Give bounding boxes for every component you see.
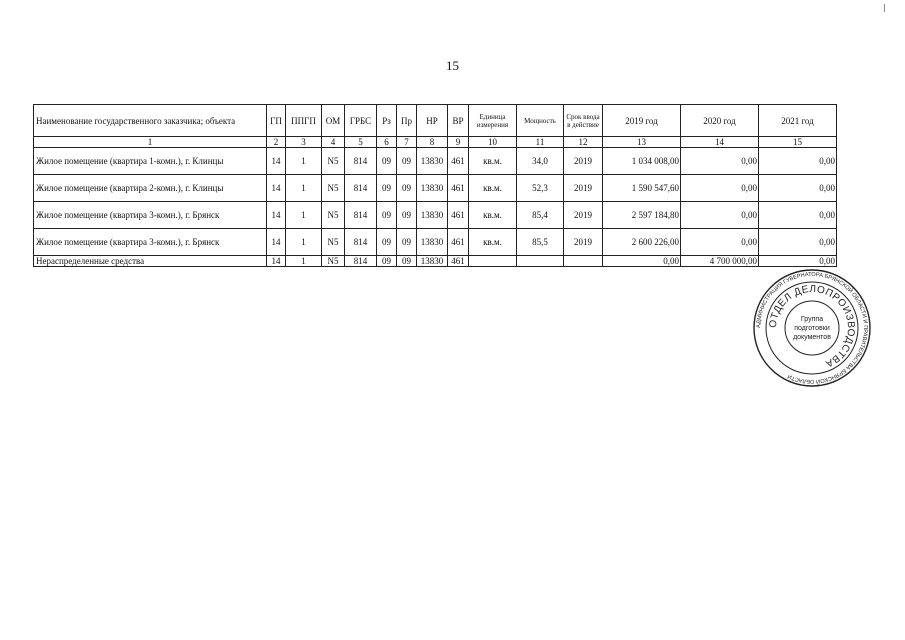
- unit-cell: кв.м.: [469, 175, 517, 202]
- header-2020: 2020 год: [681, 105, 759, 137]
- pr-cell: 09: [397, 256, 417, 267]
- table-row: [34, 256, 837, 267]
- header-vr: ВР: [448, 105, 469, 137]
- nr-cell: 13830: [417, 256, 448, 267]
- table-row: [34, 175, 837, 202]
- capacity-cell: 85,5: [517, 229, 564, 256]
- amount-2019: 1 590 547,60: [603, 175, 681, 202]
- header-ppgp: ППГП: [286, 105, 322, 137]
- gp-cell: 14: [267, 175, 286, 202]
- index-cell: 9: [448, 137, 469, 148]
- header-capacity: Мощность: [517, 105, 564, 137]
- pr-cell: 09: [397, 175, 417, 202]
- capacity-cell: 85,4: [517, 202, 564, 229]
- amount-2019: 2 600 226,00: [603, 229, 681, 256]
- amount-2020: 0,00: [681, 175, 759, 202]
- index-cell: 5: [345, 137, 377, 148]
- gp-cell: 14: [267, 148, 286, 175]
- om-cell: N5: [322, 148, 345, 175]
- capacity-cell: 52,3: [517, 175, 564, 202]
- object-name: Жилое помещение (квартира 2-комн.), г. Клинцы: [34, 175, 267, 202]
- nr-cell: 13830: [417, 175, 448, 202]
- grbs-cell: 814: [345, 175, 377, 202]
- index-cell: 4: [322, 137, 345, 148]
- object-name: Нераспределенные средства: [34, 256, 267, 267]
- vr-cell: 461: [448, 148, 469, 175]
- amount-2020: 4 700 000,00: [681, 256, 759, 267]
- index-cell: 1: [34, 137, 267, 148]
- index-cell: 15: [759, 137, 837, 148]
- amount-2021: 0,00: [759, 256, 837, 267]
- nr-cell: 13830: [417, 202, 448, 229]
- pr-cell: 09: [397, 148, 417, 175]
- rz-cell: 09: [377, 175, 397, 202]
- date-cell: 2019: [564, 175, 603, 202]
- header-commission-date: Срок ввода в действие: [564, 105, 603, 137]
- stamp-outer-text: АДМИНИСТРАЦИЯ ГУБЕРНАТОРА БРЯНСКОЙ ОБЛАСТИ И ПРАВИТЕЛЬСТВА БРЯНСКОЙ ОБЛАСТИ: [755, 271, 869, 385]
- index-cell: 7: [397, 137, 417, 148]
- grbs-cell: 814: [345, 256, 377, 267]
- grbs-cell: 814: [345, 148, 377, 175]
- header-grbs: ГРБС: [345, 105, 377, 137]
- amount-2019: 0,00: [603, 256, 681, 267]
- stamp-center-line: подготовки: [794, 325, 830, 332]
- index-cell: 2: [267, 137, 286, 148]
- date-cell: [564, 256, 603, 267]
- vr-cell: 461: [448, 229, 469, 256]
- om-cell: N5: [322, 202, 345, 229]
- header-rz: Рз: [377, 105, 397, 137]
- date-cell: 2019: [564, 202, 603, 229]
- index-cell: 10: [469, 137, 517, 148]
- amount-2020: 0,00: [681, 202, 759, 229]
- ppgp-cell: 1: [286, 202, 322, 229]
- index-cell: 3: [286, 137, 322, 148]
- grbs-cell: 814: [345, 202, 377, 229]
- unit-cell: кв.м.: [469, 202, 517, 229]
- department-stamp: [752, 268, 872, 388]
- table-row: [34, 148, 837, 175]
- amount-2019: 1 034 008,00: [603, 148, 681, 175]
- rz-cell: 09: [377, 229, 397, 256]
- header-2021: 2021 год: [759, 105, 837, 137]
- unit-cell: кв.м.: [469, 148, 517, 175]
- object-name: Жилое помещение (квартира 3-комн.), г. Брянск: [34, 229, 267, 256]
- index-cell: 12: [564, 137, 603, 148]
- stamp-center-line: Группа: [800, 316, 824, 323]
- table-row: [34, 229, 837, 256]
- gp-cell: 14: [267, 202, 286, 229]
- table-row: [34, 202, 837, 229]
- header-unit: Единица измерения: [469, 105, 517, 137]
- nr-cell: 13830: [417, 148, 448, 175]
- rz-cell: 09: [377, 202, 397, 229]
- page-number: 15: [446, 58, 459, 73]
- amount-2021: 0,00: [759, 202, 837, 229]
- pr-cell: 09: [397, 229, 417, 256]
- header-gp: ГП: [267, 105, 286, 137]
- index-cell: 8: [417, 137, 448, 148]
- index-cell: 13: [603, 137, 681, 148]
- header-pr: Пр: [397, 105, 417, 137]
- capacity-cell: 34,0: [517, 148, 564, 175]
- budget-table: [33, 104, 837, 267]
- rz-cell: 09: [377, 148, 397, 175]
- ppgp-cell: 1: [286, 256, 322, 267]
- amount-2021: 0,00: [759, 148, 837, 175]
- amount-2021: 0,00: [759, 229, 837, 256]
- index-cell: 14: [681, 137, 759, 148]
- gp-cell: 14: [267, 256, 286, 267]
- nr-cell: 13830: [417, 229, 448, 256]
- object-name: Жилое помещение (квартира 3-комн.), г. Брянск: [34, 202, 267, 229]
- pr-cell: 09: [397, 202, 417, 229]
- amount-2020: 0,00: [681, 148, 759, 175]
- unit-cell: кв.м.: [469, 229, 517, 256]
- amount-2019: 2 597 184,80: [603, 202, 681, 229]
- amount-2020: 0,00: [681, 229, 759, 256]
- om-cell: N5: [322, 256, 345, 267]
- stamp-ring-text: ОТДЕЛ ДЕЛОПРОИЗВОДСТВА: [767, 283, 857, 370]
- index-cell: 11: [517, 137, 564, 148]
- gp-cell: 14: [267, 229, 286, 256]
- capacity-cell: [517, 256, 564, 267]
- om-cell: N5: [322, 229, 345, 256]
- ppgp-cell: 1: [286, 148, 322, 175]
- date-cell: 2019: [564, 148, 603, 175]
- vr-cell: 461: [448, 256, 469, 267]
- date-cell: 2019: [564, 229, 603, 256]
- vr-cell: 461: [448, 175, 469, 202]
- header-om: ОМ: [322, 105, 345, 137]
- column-index-row: [34, 137, 837, 148]
- stamp-center-line: документов: [793, 334, 831, 341]
- vr-cell: 461: [448, 202, 469, 229]
- ppgp-cell: 1: [286, 175, 322, 202]
- edge-mark: [884, 4, 885, 12]
- header-row: [34, 105, 837, 137]
- header-2019: 2019 год: [603, 105, 681, 137]
- om-cell: N5: [322, 175, 345, 202]
- rz-cell: 09: [377, 256, 397, 267]
- unit-cell: [469, 256, 517, 267]
- ppgp-cell: 1: [286, 229, 322, 256]
- amount-2021: 0,00: [759, 175, 837, 202]
- index-cell: 6: [377, 137, 397, 148]
- grbs-cell: 814: [345, 229, 377, 256]
- object-name: Жилое помещение (квартира 1-комн.), г. Клинцы: [34, 148, 267, 175]
- header-nr: НР: [417, 105, 448, 137]
- header-name: Наименование государственного заказчика; объекта: [34, 105, 267, 137]
